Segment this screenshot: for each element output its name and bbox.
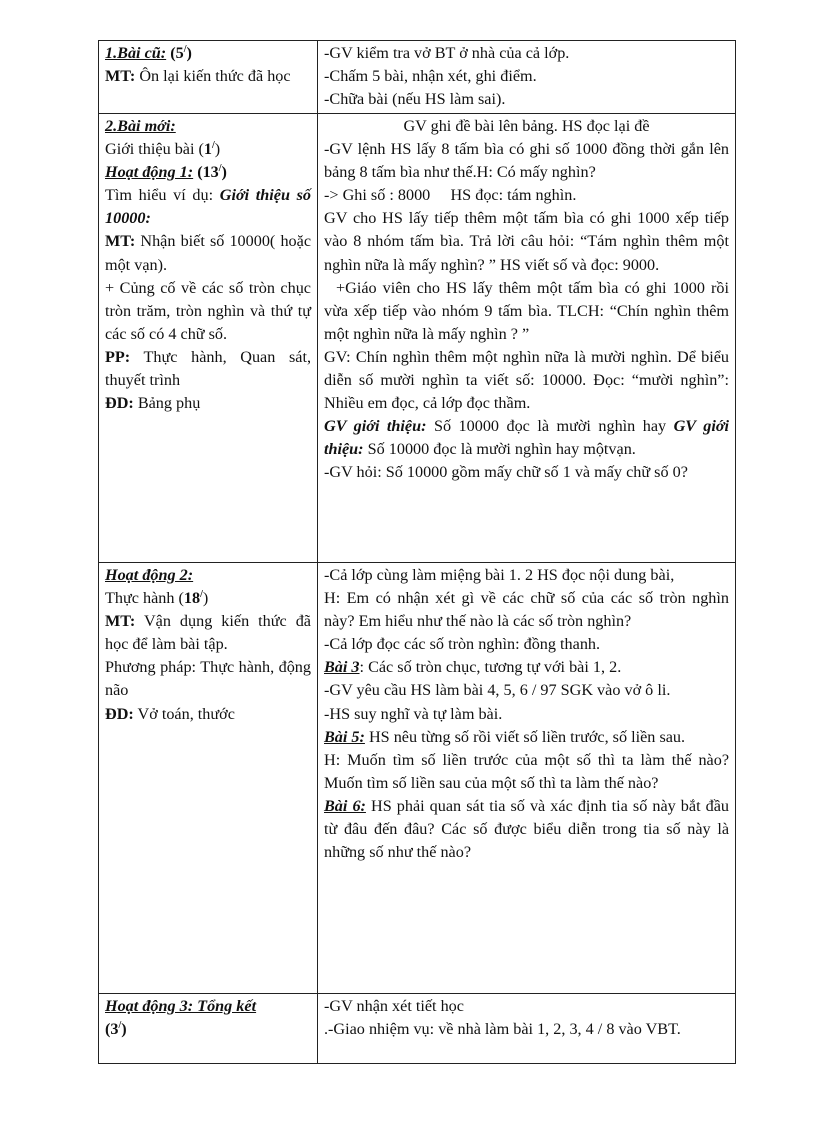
- activity-3-label: Hoạt động 3: Tổng kết: [105, 997, 257, 1015]
- lesson-plan-table: [98, 40, 736, 1064]
- old-lesson-time-sup: /: [183, 44, 187, 55]
- activity-1-pp-label: PP:: [105, 347, 131, 366]
- cell-new-lesson-left: [99, 114, 318, 563]
- old-lesson-mt-label: MT:: [105, 67, 136, 86]
- row-old-lesson: [99, 41, 736, 114]
- activity-1-consolidate: + Củng cố về các số tròn chục tròn trăm, tròn nghìn và thứ tự các số có 4 chữ số.: [105, 278, 311, 343]
- practice-para-2: H: Em có nhận xét gì về các chữ số của các số tròn nghìn này? Em hiểu như thế nào là các số tròn nghìn?: [324, 589, 729, 631]
- gv-intro-label-1: GV giới thiệu:: [324, 417, 427, 436]
- activity-1-mt-label: MT:: [105, 232, 136, 251]
- intro-end: ): [214, 140, 221, 159]
- cell-practice-right: [318, 563, 736, 994]
- activity-3-time-open: (: [105, 1020, 111, 1039]
- exercise-3-text: : Các số tròn chục, tương tự với bài 1, 2.: [359, 658, 622, 677]
- summary-para-1: -GV nhận xét tiết học: [324, 997, 464, 1015]
- cell-old-lesson-right: [318, 41, 736, 114]
- activity-2-method: Phương pháp: Thực hành, động não: [105, 658, 311, 700]
- practice-end: ): [202, 589, 209, 608]
- new-lesson-line-1: GV ghi đề bài lên bảng. HS đọc lại đề: [403, 117, 650, 135]
- old-lesson-time: (5: [170, 44, 184, 62]
- practice-sup: /: [200, 589, 203, 601]
- exercise-6-label: Bài 6:: [324, 796, 366, 815]
- activity-1-end: ): [221, 163, 227, 182]
- exercise-5-text: HS nêu từng số rồi viết số liền trước, số liền sau.: [368, 727, 686, 746]
- activity-2-mt-text: Vận dụng kiến thức đã học để làm bài tập.: [105, 612, 311, 654]
- cell-summary-right: [318, 994, 736, 1064]
- explore-title: Giới thiệu số 10000:: [105, 186, 312, 228]
- exercise-3-label: Bài 3: [324, 658, 360, 677]
- activity-1-pp-text: Thực hành, Quan sát, thuyết trình: [105, 347, 311, 390]
- activity-1-dd-text: Bảng phụ: [137, 394, 201, 413]
- practice-para-1: -Cả lớp cùng làm miệng bài 1. 2 HS đọc nội dung bài,: [324, 566, 675, 584]
- exercise-6-text: HS phải quan sát tia số và xác định tia số này bắt đầu từ đâu đến đâu? Các số được biểu diễn trong tia số này là những số như thế nào?: [324, 796, 729, 862]
- old-lesson-mt-text: Ôn lại kiến thức đã học: [139, 67, 291, 86]
- activity-3-time-sup: /: [118, 1020, 122, 1032]
- cell-summary-left: [99, 994, 318, 1064]
- old-lesson-step-2: -Chấm 5 bài, nhận xét, ghi điểm.: [324, 67, 537, 86]
- new-lesson-para-2: -> Ghi số : 8000 HS đọc: tám nghìn.: [324, 186, 577, 205]
- activity-1-sup: /: [218, 163, 222, 175]
- practice-text: Thực hành (: [105, 589, 184, 608]
- cell-practice-left: [99, 563, 318, 994]
- practice-para-3: -Cả lớp đọc các số tròn nghìn: đồng thanh.: [324, 635, 601, 654]
- practice-para-5: -GV yêu cầu HS làm bài 4, 5, 6 / 97 SGK vào vở ô li.: [324, 681, 671, 700]
- summary-para-2: .-Giao nhiệm vụ: về nhà làm bài 1, 2, 3, 4 / 8 vào VBT.: [324, 1020, 681, 1039]
- practice-para-6: -HS suy nghĩ và tự làm bài.: [324, 704, 503, 723]
- practice-num: 18: [183, 589, 201, 608]
- new-lesson-para-1: -GV lệnh HS lấy 8 tấm bìa có ghi số 1000 đồng thời gắn lên bảng 8 tấm bìa như thế.H: Có mấy nghìn?: [324, 140, 729, 182]
- activity-2-label: Hoạt động 2:: [105, 566, 194, 584]
- new-lesson-para-4: +Giáo viên cho HS lấy thêm một tấm bìa có ghi 1000 rồi vừa xếp tiếp vào nhóm 9 tấm bìa. TLCH: “Chín nghìn thêm một nghìn nữa là mấy nghìn ? ”: [324, 278, 729, 343]
- row-practice: [99, 563, 736, 994]
- row-new-lesson: [99, 114, 736, 563]
- intro-sup: /: [212, 140, 215, 152]
- practice-para-8: H: Muốn tìm số liền trước của một số thì ta làm thế nào?Muốn tìm số liền sau của một số thì ta làm thế nào?: [324, 750, 729, 792]
- new-lesson-para-5: GV: Chín nghìn thêm một nghìn nữa là mười nghìn. Dể biểu diễn số mười nghìn ta viết số: 10000. Đọc: “mười nghìn”: Nhiều em đọc, cả lớp đọc thầm.: [324, 347, 729, 413]
- activity-1-time: (13: [197, 163, 219, 182]
- new-lesson-title: 2.Bài mới:: [105, 117, 176, 135]
- row-summary: [99, 994, 736, 1064]
- old-lesson-step-3: -Chữa bài (nếu HS làm sai).: [324, 90, 506, 109]
- activity-2-mt-label: MT:: [105, 612, 136, 631]
- gv-intro-label-2: GV giới thiệu:: [324, 417, 730, 459]
- activity-1-dd-label: ĐD:: [105, 394, 134, 413]
- explore-text: Tìm hiểu ví dụ:: [105, 186, 214, 205]
- activity-3-time-end: ): [121, 1020, 127, 1039]
- activity-2-dd-text: Vở toán, thước: [137, 704, 235, 723]
- activity-1-label: Hoạt động 1:: [105, 163, 194, 182]
- cell-old-lesson-left: [99, 41, 318, 114]
- activity-3-time-num: 3: [110, 1020, 119, 1039]
- cell-new-lesson-right: [318, 114, 736, 563]
- new-lesson-para-3: GV cho HS lấy tiếp thêm một tấm bìa có ghi 1000 xếp tiếp vào 8 nhóm tấm bìa. Trả lời câu hỏi: “Tám nghìn thêm một nghìn nữa là mấy nghìn? ” HS viết số và đọc: 9000.: [324, 209, 729, 274]
- old-lesson-time-end: ): [186, 44, 192, 62]
- activity-2-dd-label: ĐD:: [105, 704, 134, 723]
- old-lesson-step-1: -GV kiểm tra vở BT ở nhà của cả lớp.: [324, 44, 570, 62]
- new-lesson-para-7: -GV hỏi: Số 10000 gồm mấy chữ số 1 và mấy chữ số 0?: [324, 463, 688, 482]
- activity-1-mt-text: Nhận biết số 10000( hoặc một vạn).: [105, 232, 311, 274]
- intro-text: Giới thiệu bài (: [105, 140, 204, 159]
- gv-intro-text-2: Số 10000 đọc là mười nghìn hay mộtvạn.: [367, 440, 636, 459]
- exercise-5-label: Bài 5:: [324, 727, 365, 746]
- intro-num: 1: [203, 140, 213, 159]
- old-lesson-title: 1.Bài cũ:: [105, 44, 167, 62]
- gv-intro-text-1: Số 10000 đọc là mười nghìn hay: [433, 417, 667, 436]
